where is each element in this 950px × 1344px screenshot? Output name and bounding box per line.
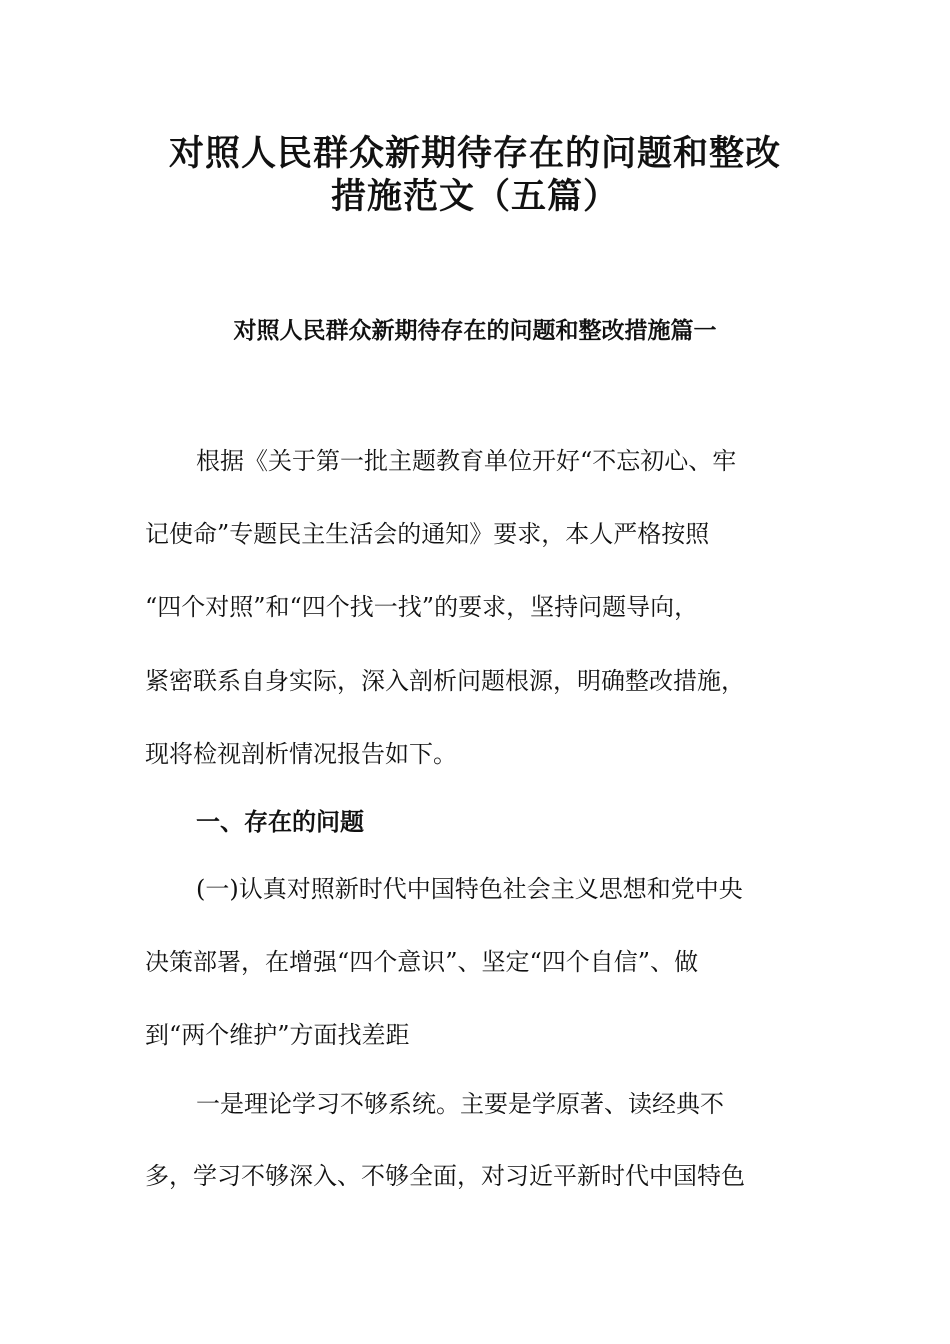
point-paragraph-line: 多，学习不够深入、不够全面，对习近平新时代中国特色 [145,1162,745,1190]
article-subtitle: 对照人民群众新期待存在的问题和整改措施篇一 [233,318,717,344]
point-paragraph-line: 一是理论学习不够系统。主要是学原著、读经典不 [196,1090,724,1118]
document-title-line-1: 对照人民群众新期待存在的问题和整改 [168,134,781,174]
section-heading: 一、存在的问题 [196,808,364,836]
subsection-line: (一)认真对照新时代中国特色社会主义思想和党中央 [196,875,743,903]
document-title-line-2: 措施范文（五篇） [330,177,619,217]
intro-paragraph-line: “四个对照”和“四个找一找”的要求，坚持问题导向， [145,593,699,621]
intro-paragraph-line: 紧密联系自身实际，深入剖析问题根源，明确整改措施， [145,667,745,695]
intro-paragraph-line: 根据《关于第一批主题教育单位开好“不忘初心、牢 [196,447,737,475]
intro-paragraph-line: 现将检视剖析情况报告如下。 [145,740,457,768]
intro-paragraph-line: 记使命”专题民主生活会的通知》要求，本人严格按照 [145,520,710,548]
subsection-line: 到“两个维护”方面找差距 [145,1021,410,1049]
subsection-line: 决策部署，在增强“四个意识”、坚定“四个自信”、做 [145,948,699,976]
